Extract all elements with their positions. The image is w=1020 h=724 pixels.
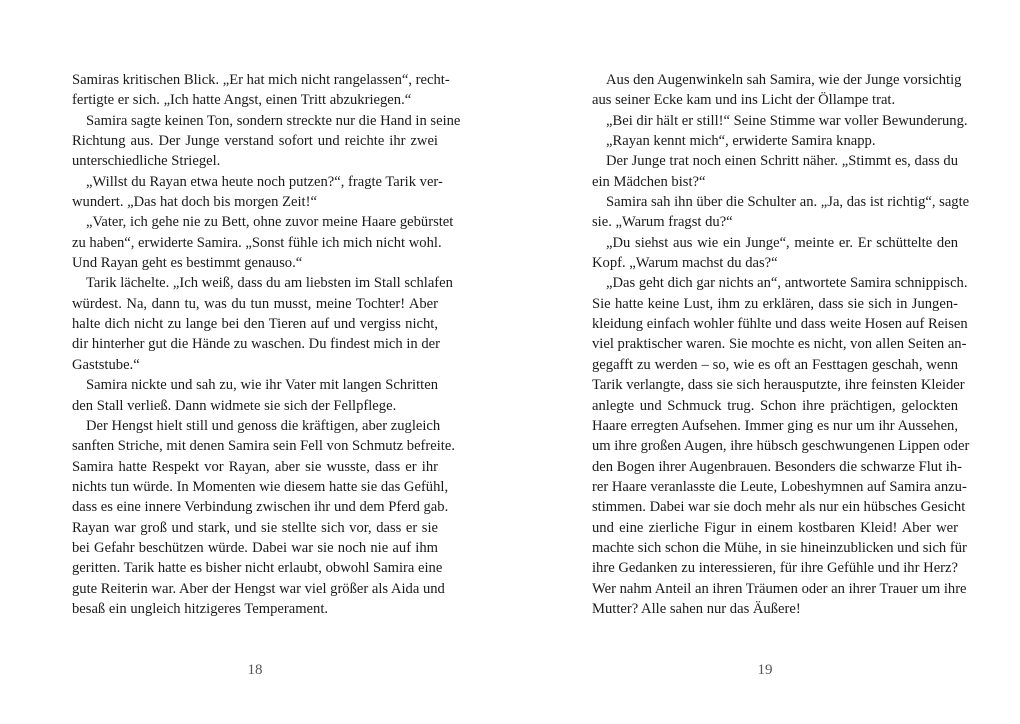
text-line: nichts tun würde. In Momenten wie diesem hatte sie das Gefühl,	[72, 478, 449, 495]
left-page-number: 18	[247, 662, 263, 678]
text-line: kleidung einfach wohler fühlte und dass weite Hosen auf Reisen	[592, 316, 968, 333]
text-line: Tarik lächelte. „Ich weiß, dass du am liebsten im Stall schlafen	[86, 275, 453, 292]
text-line: und eine zierliche Figur in einem kostbaren Kleid! Aber wer	[592, 519, 958, 536]
text-line: Samira nickte und sah zu, wie ihr Vater mit langen Schritten	[86, 377, 438, 394]
text-line: besaß ein ungleich hitzigeres Temperament.	[72, 600, 329, 617]
text-line: würdest. Na, dann tu, was du tun musst, meine Tochter! Aber	[72, 295, 438, 312]
text-line: sanften Striche, mit denen Samira sein Fell von Schmutz befreite.	[72, 438, 455, 455]
right-page	[510, 0, 1020, 724]
right-page-number: 19	[757, 662, 773, 678]
text-line: Rayan war groß und stark, und sie stellte sich vor, dass er sie	[72, 519, 438, 536]
text-line: geritten. Tarik hatte es bisher nicht erlaubt, obwohl Samira eine	[72, 560, 443, 577]
text-line: Samira sah ihn über die Schulter an. „Ja, das ist richtig“, sagte	[606, 194, 970, 211]
text-line: gute Reiterin war. Aber der Hengst war viel größer als Aida und	[72, 580, 445, 597]
text-line: Samira hatte Respekt vor Rayan, aber sie wusste, dass er ihr	[72, 458, 438, 475]
text-line: Sie hatte keine Lust, ihm zu erklären, dass sie sich in Jungen-	[592, 295, 958, 312]
text-line: machte sich schon die Mühe, in sie hineinzublicken und sich für	[592, 539, 967, 556]
text-line: zu haben“, erwiderte Samira. „Sonst fühle ich mich nicht wohl.	[72, 234, 442, 251]
text-line: anlegte und Schmuck trug. Schon ihre prächtigen, gelockten	[592, 397, 958, 414]
text-line: Samiras kritischen Blick. „Er hat mich nicht rangelassen“, recht-	[72, 72, 450, 88]
text-line: „Das geht dich gar nichts an“, antwortete Samira schnippisch.	[606, 275, 968, 292]
text-line: um ihre großen Augen, ihre hübsch geschwungenen Lippen oder	[592, 438, 970, 455]
text-line: wundert. „Das hat doch bis morgen Zeit!“	[72, 194, 317, 211]
text-line: Wer nahm Anteil an ihren Träumen oder an ihrer Trauer um ihre	[592, 580, 967, 597]
text-line: Aus den Augenwinkeln sah Samira, wie der Junge vorsichtig	[606, 72, 962, 88]
text-line: Und Rayan geht es bestimmt genauso.“	[72, 255, 303, 272]
text-line: Kopf. „Warum machst du das?“	[592, 255, 778, 272]
text-line: „Rayan kennt mich“, erwiderte Samira knapp.	[606, 133, 876, 150]
text-line: „Vater, ich gehe nie zu Bett, ohne zuvor meine Haare gebürstet	[86, 214, 454, 231]
text-line: Samira sagte keinen Ton, sondern streckte nur die Hand in seine	[86, 112, 461, 129]
text-line: Mutter? Alle sahen nur das Äußere!	[592, 600, 801, 617]
text-line: Gaststube.“	[72, 356, 140, 373]
text-line: viel praktischer waren. Sie mochte es nicht, von allen Seiten an-	[592, 336, 967, 353]
right-page-text	[592, 70, 970, 619]
text-line: Der Hengst hielt still und genoss die kräftigen, aber zugleich	[86, 417, 441, 434]
text-line: stimmen. Dabei war sie doch mehr als nur ein hübsches Gesicht	[592, 499, 966, 516]
text-line: rer Haare veranlasste die Leute, Lobeshymnen auf Samira anzu-	[592, 478, 967, 495]
text-line: „Du siehst aus wie ein Junge“, meinte er. Er schüttelte den	[606, 234, 958, 251]
text-line: Haare erregten Aufsehen. Immer ging es nur um ihr Aussehen,	[592, 417, 958, 434]
text-line: halte dich nicht zu lange bei den Tieren auf und vergiss nicht,	[72, 316, 438, 333]
text-line: Richtung aus. Der Junge verstand sofort und reichte ihr zwei	[72, 133, 438, 150]
left-page-text	[72, 70, 461, 619]
text-line: gegafft zu werden – so, wie es oft an Festtagen geschah, wenn	[592, 356, 958, 373]
text-line: dass es eine innere Verbindung zwischen ihr und dem Pferd gab.	[72, 499, 449, 516]
text-line: dir hinterher gut die Hände zu waschen. Du findest mich in der	[72, 336, 440, 353]
text-line: sie. „Warum fragst du?“	[592, 214, 733, 231]
text-line: den Bogen ihrer Augenbrauen. Besonders die schwarze Flut ih-	[592, 458, 963, 475]
text-line: aus seiner Ecke kam und ins Licht der Öllampe trat.	[592, 92, 896, 109]
text-line: fertigte er sich. „Ich hatte Angst, einen Tritt abzukriegen.“	[72, 92, 412, 109]
text-line: unterschiedliche Striegel.	[72, 153, 221, 170]
text-line: Der Junge trat noch einen Schritt näher. „Stimmt es, dass du	[606, 153, 958, 170]
text-line: „Willst du Rayan etwa heute noch putzen?“, fragte Tarik ver-	[86, 173, 443, 190]
text-line: bei Gefahr beschützen würde. Dabei war sie noch nie auf ihm	[72, 539, 438, 556]
text-line: den Stall verließ. Dann widmete sie sich der Fellpflege.	[72, 397, 397, 414]
text-line: ein Mädchen bist?“	[592, 173, 706, 190]
text-line: „Bei dir hält er still!“ Seine Stimme war voller Bewunderung.	[606, 112, 968, 129]
text-line: ihre Gedanken zu interessieren, für ihre Gefühle und ihr Herz?	[592, 560, 958, 577]
text-line: Tarik verlangte, dass sie sich herausputzte, ihre feinsten Kleider	[592, 377, 965, 394]
